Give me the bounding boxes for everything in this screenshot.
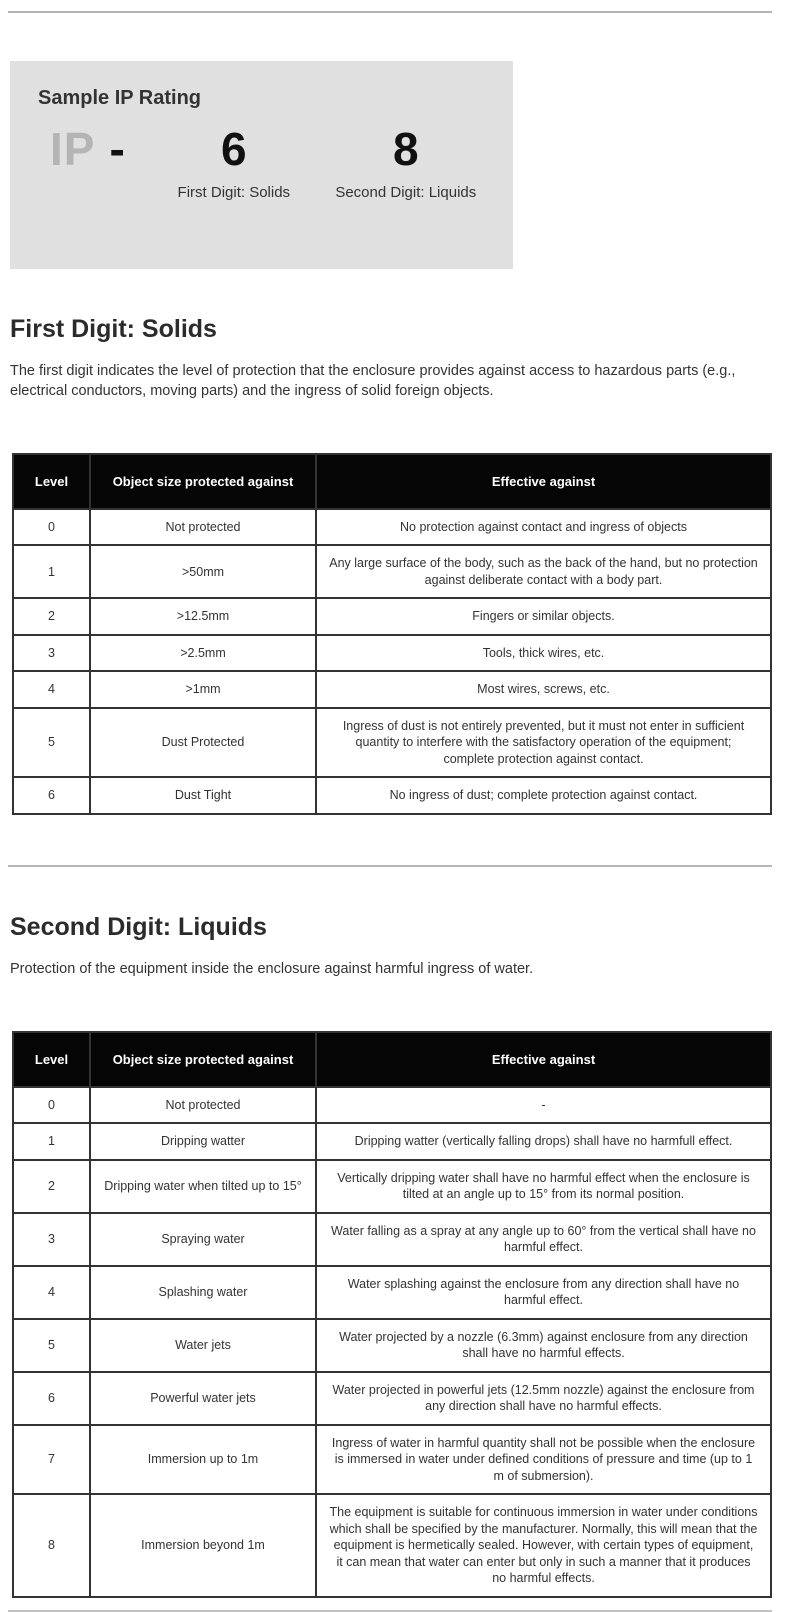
- size-cell: Splashing water: [90, 1266, 316, 1319]
- effective-cell: Most wires, screws, etc.: [316, 671, 771, 708]
- level-cell: 2: [13, 598, 90, 635]
- liquids-table-header-row: [13, 1032, 771, 1087]
- column-header-effective-against: Effective against: [316, 454, 771, 509]
- table-row: [13, 1494, 771, 1597]
- size-cell: >50mm: [90, 545, 316, 598]
- sample-panel-title: Sample IP Rating: [38, 87, 202, 109]
- level-cell: 8: [13, 1494, 90, 1597]
- effective-cell: Ingress of dust is not entirely prevented, but it must not enter in sufficient quantity to interfere with the satisfactory operation of the equipment; complete protection against contact.: [316, 708, 771, 778]
- first-digit-value: 6: [221, 123, 247, 175]
- effective-cell: Vertically dripping water shall have no harmful effect when the enclosure is tilted at an angle up to 15° from its normal position.: [316, 1160, 771, 1213]
- liquids-section-description: Protection of the equipment inside the enclosure against harmful ingress of water.: [10, 960, 534, 977]
- effective-cell: Tools, thick wires, etc.: [316, 635, 771, 672]
- solids-table: [12, 453, 772, 815]
- table-row: [13, 598, 771, 635]
- effective-cell: Water splashing against the enclosure from any direction shall have no harmful effect.: [316, 1266, 771, 1319]
- table-row: [13, 1425, 771, 1495]
- effective-cell: Water projected by a nozzle (6.3mm) against enclosure from any direction shall have no harmful effects.: [316, 1319, 771, 1372]
- ip-prefix: IP: [50, 123, 96, 175]
- size-cell: Not protected: [90, 1087, 316, 1124]
- level-cell: 5: [13, 708, 90, 778]
- size-cell: >12.5mm: [90, 598, 316, 635]
- level-cell: 6: [13, 777, 90, 814]
- second-digit-group: [321, 123, 491, 201]
- effective-cell: No ingress of dust; complete protection against contact.: [316, 777, 771, 814]
- solids-section-description: The first digit indicates the level of protection that the enclosure provides against access to hazardous parts (e.g., electrical conductors, moving parts) and the ingress of solid foreign objects.: [10, 362, 736, 399]
- ip-separator: -: [109, 123, 125, 175]
- effective-cell: -: [316, 1087, 771, 1124]
- level-cell: 1: [13, 1123, 90, 1160]
- level-cell: 5: [13, 1319, 90, 1372]
- level-cell: 0: [13, 1087, 90, 1124]
- ip-code-row: [38, 123, 513, 201]
- liquids-section-heading: Second Digit: Liquids: [10, 912, 267, 941]
- effective-cell: Any large surface of the body, such as the back of the hand, but no protection against deliberate contact with a body part.: [316, 545, 771, 598]
- size-cell: Not protected: [90, 509, 316, 546]
- column-header-object-size: Object size protected against: [90, 454, 316, 509]
- effective-cell: Water projected in powerful jets (12.5mm nozzle) against the enclosure from any direction shall have no harmful effects.: [316, 1372, 771, 1425]
- level-cell: 4: [13, 1266, 90, 1319]
- table-row: [13, 671, 771, 708]
- table-row: [13, 708, 771, 778]
- middle-divider: [8, 865, 772, 867]
- size-cell: Dripping watter: [90, 1123, 316, 1160]
- first-digit-label: First Digit: Solids: [177, 184, 291, 201]
- size-cell: >1mm: [90, 671, 316, 708]
- size-cell: >2.5mm: [90, 635, 316, 672]
- effective-cell: No protection against contact and ingress of objects: [316, 509, 771, 546]
- table-row: [13, 1266, 771, 1319]
- level-cell: 3: [13, 635, 90, 672]
- size-cell: Dripping water when tilted up to 15°: [90, 1160, 316, 1213]
- second-digit-label: Second Digit: Liquids: [335, 184, 477, 201]
- effective-cell: Water falling as a spray at any angle up to 60° from the vertical shall have no harmful effect.: [316, 1213, 771, 1266]
- level-cell: 4: [13, 671, 90, 708]
- level-cell: 1: [13, 545, 90, 598]
- size-cell: Powerful water jets: [90, 1372, 316, 1425]
- table-row: [13, 1213, 771, 1266]
- level-cell: 7: [13, 1425, 90, 1495]
- level-cell: 3: [13, 1213, 90, 1266]
- size-cell: Dust Protected: [90, 708, 316, 778]
- sample-ip-rating-panel: [10, 61, 513, 269]
- table-row: [13, 1087, 771, 1124]
- size-cell: Immersion up to 1m: [90, 1425, 316, 1495]
- size-cell: Dust Tight: [90, 777, 316, 814]
- second-digit-value: 8: [393, 123, 419, 175]
- effective-cell: The equipment is suitable for continuous immersion in water under conditions which shall be specified by the manufacturer. Normally, this will mean that the equipment is hermetically sealed. However, with certain types of equipment, it can mean that water can enter but only in such a manner that it produces no harmful effects.: [316, 1494, 771, 1597]
- table-row: [13, 777, 771, 814]
- table-row: [13, 1372, 771, 1425]
- ip-rating-page: [0, 11, 786, 1612]
- solids-section-heading: First Digit: Solids: [10, 315, 217, 343]
- table-row: [13, 545, 771, 598]
- table-row: [13, 635, 771, 672]
- effective-cell: Fingers or similar objects.: [316, 598, 771, 635]
- solids-table-header-row: [13, 454, 771, 509]
- table-row: [13, 1160, 771, 1213]
- column-header-level: Level: [13, 454, 90, 509]
- table-row: [13, 509, 771, 546]
- effective-cell: Dripping watter (vertically falling drops) shall have no harmfull effect.: [316, 1123, 771, 1160]
- level-cell: 6: [13, 1372, 90, 1425]
- size-cell: Water jets: [90, 1319, 316, 1372]
- top-divider: [8, 11, 772, 13]
- size-cell: Immersion beyond 1m: [90, 1494, 316, 1597]
- size-cell: Spraying water: [90, 1213, 316, 1266]
- table-row: [13, 1123, 771, 1160]
- level-cell: 2: [13, 1160, 90, 1213]
- column-header-level: Level: [13, 1032, 90, 1087]
- table-row: [13, 1319, 771, 1372]
- column-header-effective-against: Effective against: [316, 1032, 771, 1087]
- bottom-divider: [8, 1610, 772, 1612]
- first-digit-group: [149, 123, 319, 201]
- liquids-table: [12, 1031, 772, 1598]
- effective-cell: Ingress of water in harmful quantity shall not be possible when the enclosure is immersed in water under defined conditions of pressure and time (up to 1 m of submersion).: [316, 1425, 771, 1495]
- column-header-object-size: Object size protected against: [90, 1032, 316, 1087]
- level-cell: 0: [13, 509, 90, 546]
